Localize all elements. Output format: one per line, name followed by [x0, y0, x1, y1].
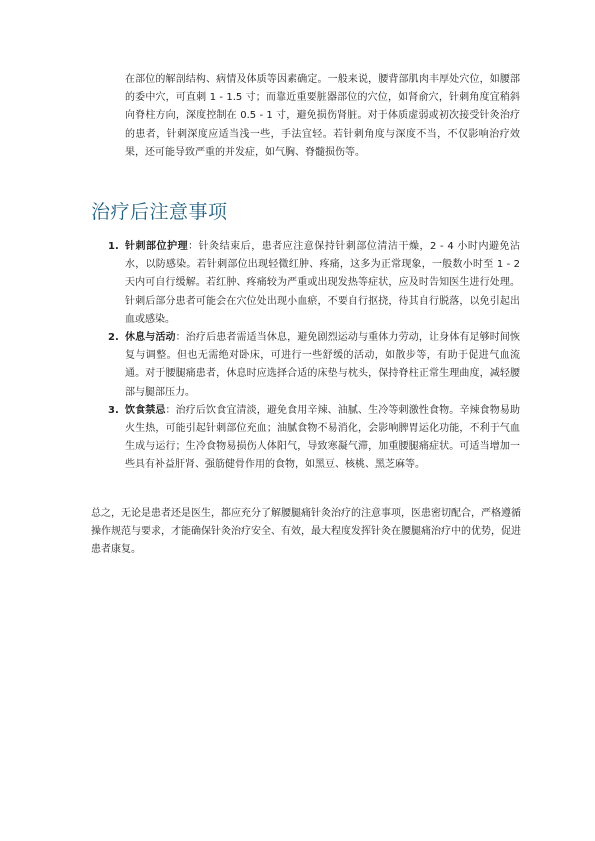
list-item-number: 2. [108, 332, 119, 344]
section-heading: 治疗后注意事项 [91, 201, 228, 223]
list-item-number: 3. [108, 404, 119, 416]
list-item [108, 402, 520, 475]
summary-paragraph: 总之，无论是患者还是医生，都应充分了解腰腿痛针灸治疗的注意事项，医患密切配合，严格遵循操作规范与要求，才能确保针灸治疗安全、有效，最大程度发挥针灸在腰腿痛治疗中的优势，促进患者康复。 [91, 508, 521, 556]
list-item-text: ：治疗后饮食宜清淡，避免食用辛辣、油腻、生冷等刺激性食物。辛辣食物易助火生热，可能引起针刺部位充血；油腻食物不易消化，会影响脾胃运化功能，不利于气血生成与运行；生冷食物易损伤人体阳气，导致寒凝气滞，加重腰腿痛症状。可适当增加一些具有补益肝肾、强筋健骨作用的食物，如黑豆、核桃、黑芝麻等。 [125, 404, 521, 471]
precautions-list [108, 238, 520, 475]
list-item-title: 饮食禁忌 [125, 404, 166, 416]
list-item [108, 238, 520, 329]
list-item-text: ：针灸结束后，患者应注意保持针刺部位清洁干燥，2 - 4 小时内避免沾水，以防感染。若针刺部位出现轻微红肿、疼痛，这多为正常现象，一般数小时至 1 - 2 天内可自行缓解。若红肿、疼痛较为严重或出现发热等症状，应及时告知医生进行处理。针刺后部分患者可能会在穴位处出现小血瘀，不要自行抠挠，待其自行脱落，以免引起出血或感染。 [125, 241, 521, 325]
list-item-number: 1. [108, 241, 119, 252]
list-item-title: 休息与活动 [125, 332, 176, 344]
list-item-title: 针刺部位护理 [125, 241, 189, 252]
intro-paragraph: 在部位的解剖结构、病情及体质等因素确定。一般来说，腰背部肌肉丰厚处穴位，如腰部的委中穴，可直刺 1 - 1.5 寸；而靠近重要脏器部位的穴位，如肾俞穴，针刺角度宜稍斜向脊柱方向，深度控制在 0.5 - 1 寸，避免损伤肾脏。对于体质虚弱或初次接受针灸治疗的患者，针刺深度应适当浅一些，手法宜轻。若针刺角度与深度不当，不仅影响治疗效果，还可能导致严重的并发症，如气胸、脊髓损伤等。 [125, 74, 520, 158]
list-item-text: ：治疗后患者需适当休息，避免剧烈运动与重体力劳动，让身体有足够时间恢复与调整。但也无需绝对卧床，可进行一些舒缓的活动，如散步等，有助于促进气血流通。对于腰腿痛患者，休息时应选择合适的床垫与枕头，保持脊柱正常生理曲度，减轻腰部与腿部压力。 [125, 332, 521, 398]
list-item [108, 329, 520, 402]
